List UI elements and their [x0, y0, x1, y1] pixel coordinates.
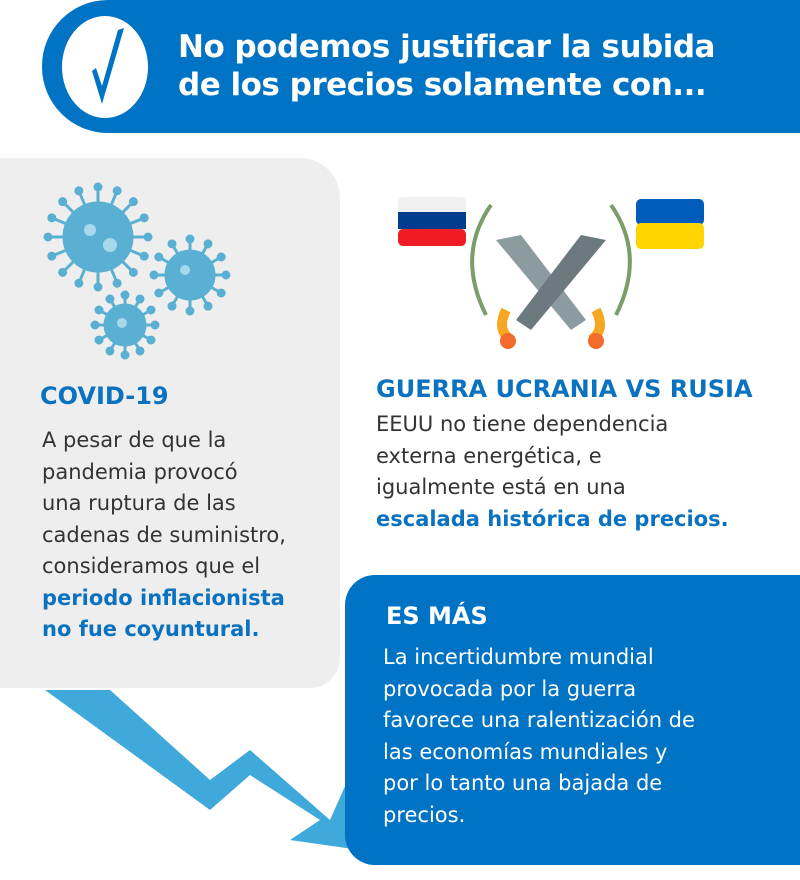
down-arrow-icon — [0, 680, 380, 850]
text-line: pandemia provocó — [42, 459, 238, 484]
highlight-line: periodo inflacionista — [42, 585, 285, 610]
text-line: favorece una ralentización de — [383, 708, 695, 732]
text-line: cadenas de suministro, — [42, 522, 286, 547]
virus-icon — [30, 175, 240, 365]
text-line: igualmente está en una — [376, 475, 626, 499]
war-text — [376, 409, 729, 535]
es-mas-text — [383, 642, 695, 831]
text-line: precios. — [383, 802, 466, 827]
text-line: una ruptura de las — [42, 491, 236, 515]
text-line: A pesar de que la — [42, 428, 227, 452]
war-title: GUERRA UCRANIA VS RUSIA — [376, 375, 753, 403]
covid-title: COVID-19 — [40, 382, 169, 410]
es-mas-title: ES MÁS — [386, 602, 488, 630]
text-line: La incertidumbre mundial — [383, 645, 654, 669]
text-line: las economías mundiales y — [383, 739, 668, 764]
checkmark-icon — [62, 16, 148, 118]
russia-flag-icon — [398, 197, 466, 246]
highlight-line: escalada histórica de precios. — [376, 506, 729, 531]
highlight-line: no fue coyuntural. — [42, 617, 260, 641]
text-line: EEUU no tiene dependencia — [376, 412, 669, 436]
text-line: por lo tanto una bajada de — [383, 771, 663, 795]
war-illustration — [396, 195, 708, 350]
text-line: provocada por la guerra — [383, 676, 637, 701]
covid-text — [42, 425, 286, 646]
title-line: de los precios solamente con... — [178, 67, 707, 103]
text-line: externa energética, e — [376, 443, 602, 468]
ukraine-flag-icon — [636, 199, 704, 249]
title-line: No podemos justificar la subida — [178, 29, 715, 65]
text-line: consideramos que el — [42, 554, 261, 578]
page-title — [178, 28, 715, 104]
